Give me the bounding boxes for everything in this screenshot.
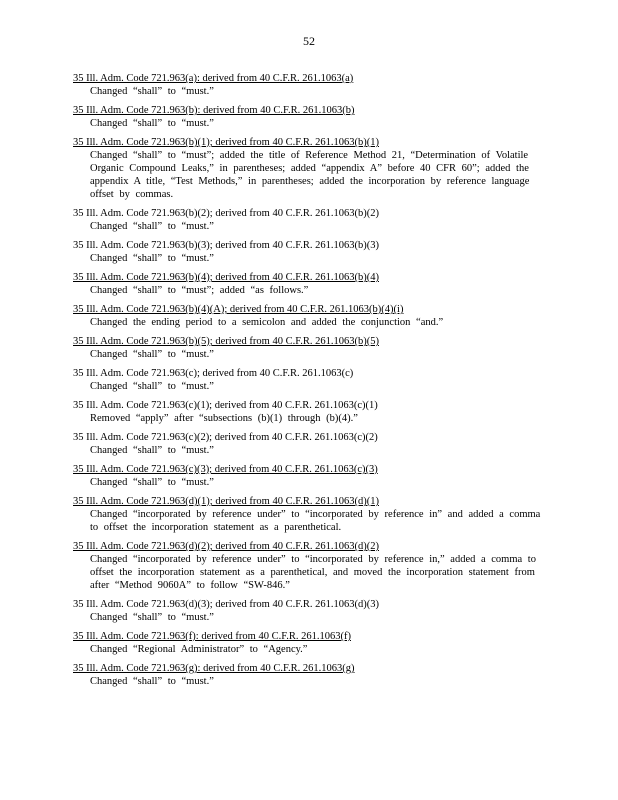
derivation-list <box>73 72 543 694</box>
derivation-entry <box>73 463 543 489</box>
entry-citation: 35 Ill. Adm. Code 721.963(d)(1); derived from 40 C.F.R. 261.1063(d)(1) <box>73 496 379 507</box>
entry-change-note: Changed “incorporated by reference under” to “incorporated by reference in” and added a comma to offset the incorporation statement as a parenthetical. <box>90 509 541 533</box>
entry-citation: 35 Ill. Adm. Code 721.963(c)(1); derived from 40 C.F.R. 261.1063(c)(1) <box>73 400 378 411</box>
entry-citation: 35 Ill. Adm. Code 721.963(g): derived from 40 C.F.R. 261.1063(g) <box>73 663 355 674</box>
derivation-entry <box>73 239 543 265</box>
entry-change-note: Changed “shall” to “must”; added “as follows.” <box>90 285 309 296</box>
derivation-entry <box>73 662 543 688</box>
entry-citation: 35 Ill. Adm. Code 721.963(a): derived from 40 C.F.R. 261.1063(a) <box>73 73 354 84</box>
derivation-entry <box>73 136 543 201</box>
entry-citation: 35 Ill. Adm. Code 721.963(f): derived from 40 C.F.R. 261.1063(f) <box>73 631 351 642</box>
entry-change-note: Changed “shall” to “must.” <box>90 118 214 129</box>
entry-citation: 35 Ill. Adm. Code 721.963(b)(3); derived from 40 C.F.R. 261.1063(b)(3) <box>73 240 379 251</box>
entry-change-note: Changed “shall” to “must.” <box>90 477 214 488</box>
entry-change-note: Changed “shall” to “must”; added the title of Reference Method 21, “Determination of Volatile Organic Compound Leaks,” in parentheses; added “appendix A” before 40 CFR 60”; added the appendix A title, “Test Methods,” in parentheses; added the incorporation by reference language offset by commas. <box>90 150 530 200</box>
entry-citation: 35 Ill. Adm. Code 721.963(b)(2); derived from 40 C.F.R. 261.1063(b)(2) <box>73 208 379 219</box>
derivation-entry <box>73 399 543 425</box>
entry-citation: 35 Ill. Adm. Code 721.963(b)(4)(A); derived from 40 C.F.R. 261.1063(b)(4)(i) <box>73 304 404 315</box>
entry-change-note: Changed “shall” to “must.” <box>90 445 214 456</box>
entry-change-note: Changed “shall” to “must.” <box>90 381 214 392</box>
entry-citation: 35 Ill. Adm. Code 721.963(b)(1); derived from 40 C.F.R. 261.1063(b)(1) <box>73 137 379 148</box>
derivation-entry <box>73 598 543 624</box>
derivation-entry <box>73 431 543 457</box>
derivation-entry <box>73 72 543 98</box>
entry-change-note: Changed the ending period to a semicolon and added the conjunction “and.” <box>90 317 444 328</box>
entry-change-note: Changed “shall” to “must.” <box>90 349 214 360</box>
derivation-entry <box>73 207 543 233</box>
entry-citation: 35 Ill. Adm. Code 721.963(c)(3); derived from 40 C.F.R. 261.1063(c)(3) <box>73 464 378 475</box>
derivation-entry <box>73 630 543 656</box>
entry-citation: 35 Ill. Adm. Code 721.963(c)(2); derived from 40 C.F.R. 261.1063(c)(2) <box>73 432 378 443</box>
derivation-entry <box>73 335 543 361</box>
entry-change-note: Changed “shall” to “must.” <box>90 253 214 264</box>
entry-change-note: Removed “apply” after “subsections (b)(1) through (b)(4).” <box>90 413 358 424</box>
entry-citation: 35 Ill. Adm. Code 721.963(b)(4); derived from 40 C.F.R. 261.1063(b)(4) <box>73 272 379 283</box>
entry-change-note: Changed “incorporated by reference under” to “incorporated by reference in,” added a comma to offset the incorporation statement as a parenthetical, and moved the incorporation statement from after “Method 9060A” to follow “SW-846.” <box>90 554 536 591</box>
derivation-entry <box>73 495 543 534</box>
entry-citation: 35 Ill. Adm. Code 721.963(b)(5); derived from 40 C.F.R. 261.1063(b)(5) <box>73 336 379 347</box>
derivation-entry <box>73 540 543 592</box>
entry-change-note: Changed “shall” to “must.” <box>90 612 214 623</box>
entry-change-note: Changed “shall” to “must.” <box>90 221 214 232</box>
entry-change-note: Changed “shall” to “must.” <box>90 86 214 97</box>
entry-citation: 35 Ill. Adm. Code 721.963(b): derived from 40 C.F.R. 261.1063(b) <box>73 105 355 116</box>
entry-citation: 35 Ill. Adm. Code 721.963(c); derived from 40 C.F.R. 261.1063(c) <box>73 368 354 379</box>
derivation-entry <box>73 271 543 297</box>
entry-change-note: Changed “shall” to “must.” <box>90 676 214 687</box>
derivation-entry <box>73 104 543 130</box>
page-number: 52 <box>303 34 315 48</box>
derivation-entry <box>73 367 543 393</box>
entry-citation: 35 Ill. Adm. Code 721.963(d)(2); derived from 40 C.F.R. 261.1063(d)(2) <box>73 541 379 552</box>
entry-change-note: Changed “Regional Administrator” to “Agency.” <box>90 644 308 655</box>
derivation-entry <box>73 303 543 329</box>
entry-citation: 35 Ill. Adm. Code 721.963(d)(3); derived from 40 C.F.R. 261.1063(d)(3) <box>73 599 379 610</box>
